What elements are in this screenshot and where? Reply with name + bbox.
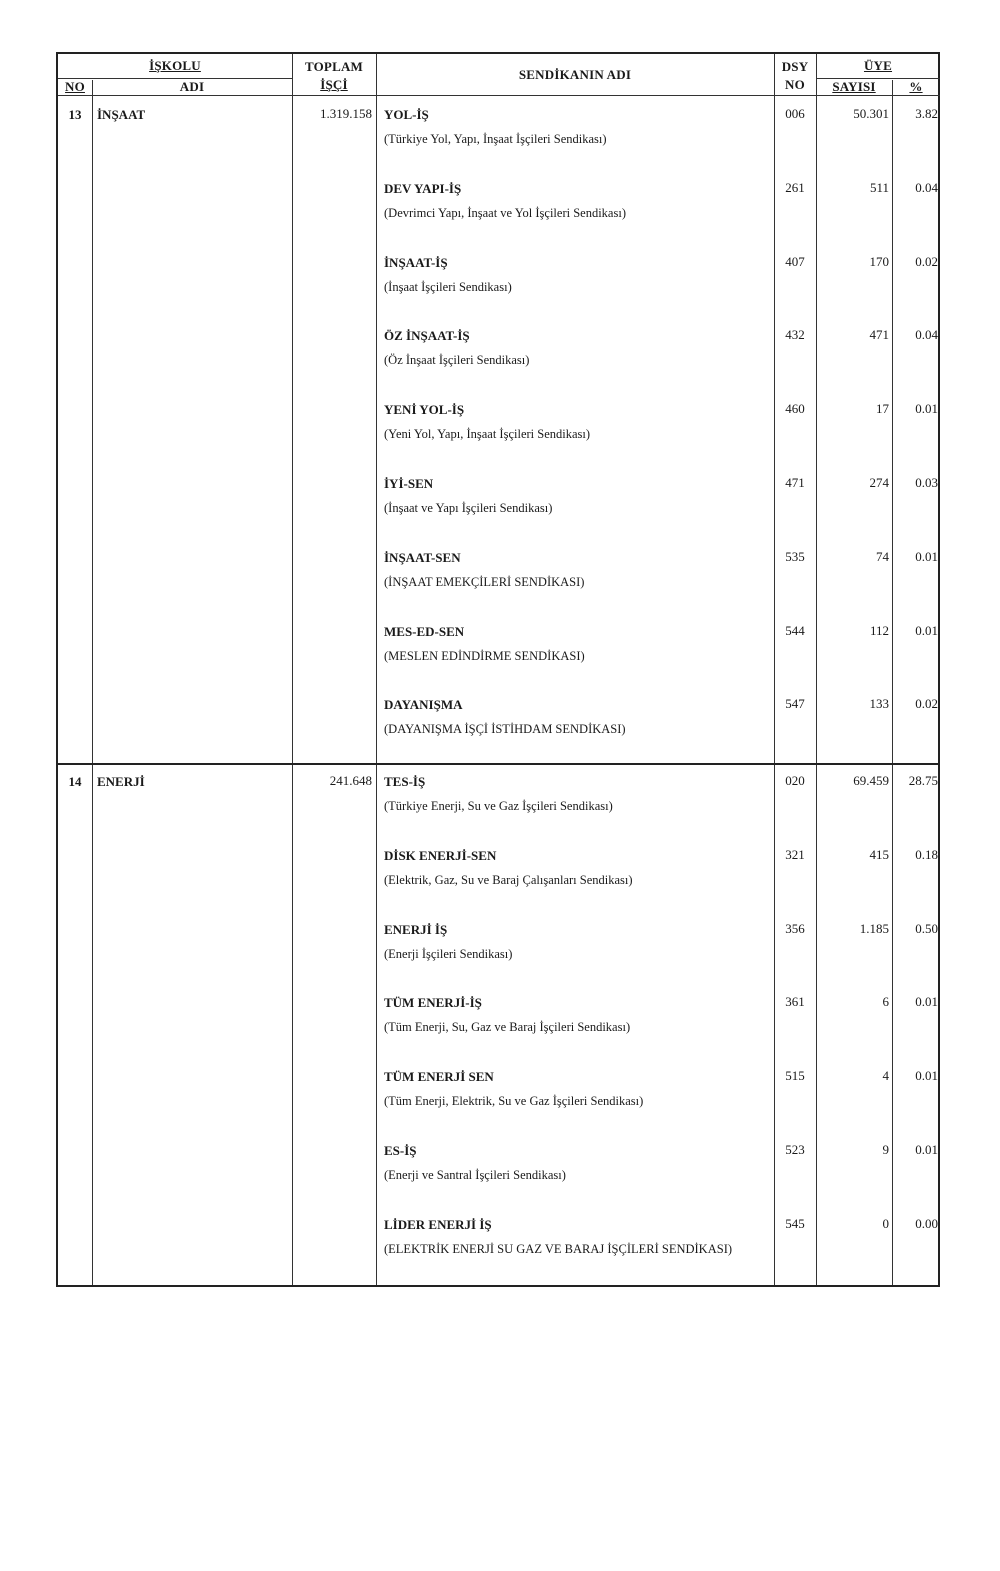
union-member-count: 511 [869,179,889,195]
union-member-count: 17 [876,401,889,417]
union-dsy-no: 020 [785,773,805,788]
header-iskolu: İŞKOLU [149,58,201,73]
union-full-name: (ELEKTRİK ENERJİ SU GAZ VE BARAJ İŞÇİLERİ SENDİKASI) [384,1241,733,1256]
union-name: ENERJİ İŞ [384,921,448,937]
section-total: 1.319.158 [320,106,372,121]
union-member-percent: 0.04 [915,327,938,343]
union-member-percent: 0.01 [915,401,938,417]
header-percent: % [909,79,923,94]
section-total: 241.648 [329,773,372,788]
col-divider-dsy [816,54,817,1285]
union-name: TÜM ENERJİ-İŞ [384,995,482,1011]
union-full-name: (İnşaat ve Yapı İşçileri Sendikası) [384,501,553,515]
union-dsy-no: 515 [785,1068,805,1084]
union-dsy-no: 356 [785,920,805,936]
union-dsy-no: 535 [785,548,805,564]
union-dsy-no: 432 [785,327,805,343]
union-member-count: 133 [869,696,889,712]
union-dsy-no: 545 [785,1215,805,1231]
header-bottom-line [58,95,940,96]
union-full-name: (Yeni Yol, Yapı, İnşaat İşçileri Sendikası) [384,427,591,442]
union-member-count: 74 [876,548,889,564]
union-member-count: 50.301 [853,106,889,121]
section-no: 14 [68,774,82,789]
union-full-name: (MESLEN EDİNDİRME SENDİKASI) [384,648,585,663]
section-name: İNŞAAT [97,107,146,122]
union-full-name: (DAYANIŞMA İŞÇİ İSTİHDAM SENDİKASI) [384,722,626,737]
header-isci: İŞÇİ [320,77,348,92]
union-name: TÜM ENERJİ SEN [384,1069,494,1085]
union-member-percent: 0.00 [915,1215,938,1231]
union-dsy-no: 261 [785,179,805,195]
union-full-name: (Tüm Enerji, Su, Gaz ve Baraj İşçileri Sendikası) [384,1020,631,1035]
union-member-count: 9 [882,1142,889,1157]
header-no: NO [65,79,85,94]
header-dsy: DSY [781,59,809,74]
header-uye: ÜYE [863,58,893,73]
union-member-percent: 0.01 [915,548,938,564]
union-member-count: 471 [869,327,889,343]
union-member-percent: 28.75 [908,773,938,788]
union-name: ÖZ İNŞAAT-İŞ [384,328,470,344]
union-member-percent: 0.01 [915,1142,938,1157]
union-member-percent: 0.02 [915,253,938,269]
union-name: İNŞAAT-SEN [384,549,461,565]
section-name: ENERJİ [97,774,145,789]
union-name: İYİ-SEN [384,476,434,491]
header-sayisi: SAYISI [832,79,876,94]
union-full-name: (Türkiye Enerji, Su ve Gaz İşçileri Sendikası) [384,799,613,813]
col-divider-adi [292,54,293,1285]
union-member-percent: 0.01 [915,1068,938,1084]
union-name: DAYANIŞMA [384,697,463,713]
union-full-name: (Öz İnşaat İşçileri Sendikası) [384,353,530,368]
union-full-name: (Enerji ve Santral İşçileri Sendikası) [384,1168,566,1182]
union-name: DEV YAPI-İŞ [384,180,462,196]
union-full-name: (Tüm Enerji, Elektrik, Su ve Gaz İşçileri Sendikası) [384,1094,644,1109]
union-dsy-no: 547 [785,696,805,712]
union-full-name: (İnşaat İşçileri Sendikası) [384,279,512,294]
union-name: YENİ YOL-İŞ [384,402,465,418]
union-name: YOL-İŞ [384,107,429,122]
header-adi: ADI [179,79,205,94]
header-toplam: TOPLAM [304,59,364,74]
header-dsy-no: NO [785,77,805,92]
union-name: İNŞAAT-İŞ [384,254,448,270]
union-member-percent: 0.50 [915,920,938,936]
union-member-percent: 0.01 [915,994,938,1010]
union-full-name: (Enerji İşçileri Sendikası) [384,946,513,961]
union-full-name: (Devrimci Yapı, İnşaat ve Yol İşçileri Sendikası) [384,205,626,220]
union-table [56,52,940,1287]
union-dsy-no: 523 [785,1142,805,1157]
union-dsy-no: 006 [785,106,805,121]
union-member-count: 69.459 [853,773,889,788]
union-member-count: 1.185 [859,920,889,936]
union-dsy-no: 407 [785,253,805,269]
union-member-percent: 0.03 [915,475,938,490]
union-dsy-no: 361 [785,994,805,1010]
union-name: DİSK ENERJİ-SEN [384,847,497,863]
union-member-count: 6 [882,994,889,1010]
col-divider-no [92,80,93,1285]
union-member-percent: 0.18 [915,846,938,862]
union-member-count: 0 [882,1215,889,1231]
union-full-name: (Türkiye Yol, Yapı, İnşaat İşçileri Sendikası) [384,132,607,146]
union-member-percent: 0.04 [915,179,938,195]
section-divider [58,763,940,765]
col-divider-sendika [774,54,775,1285]
header-sendika: SENDİKANIN ADI [518,67,632,82]
union-full-name: (İNŞAAT EMEKÇİLERİ SENDİKASI) [384,574,585,589]
union-member-count: 415 [869,846,889,862]
union-dsy-no: 471 [785,475,805,490]
col-divider-toplam [376,54,377,1285]
union-name: LİDER ENERJİ İŞ [384,1216,492,1232]
section-no: 13 [68,107,82,122]
union-dsy-no: 544 [785,622,805,638]
union-dsy-no: 321 [785,846,805,862]
union-name: TES-İŞ [384,774,426,789]
union-member-percent: 0.02 [915,696,938,712]
union-member-count: 112 [869,622,889,638]
union-member-count: 4 [882,1068,889,1084]
union-member-count: 170 [869,253,889,269]
union-name: ES-İŞ [384,1143,417,1158]
union-dsy-no: 460 [785,401,805,417]
union-member-percent: 0.01 [915,622,938,638]
union-full-name: (Elektrik, Gaz, Su ve Baraj Çalışanları Sendikası) [384,872,633,887]
union-name: MES-ED-SEN [384,623,465,639]
union-member-percent: 3.82 [915,106,938,121]
union-member-count: 274 [869,475,889,490]
